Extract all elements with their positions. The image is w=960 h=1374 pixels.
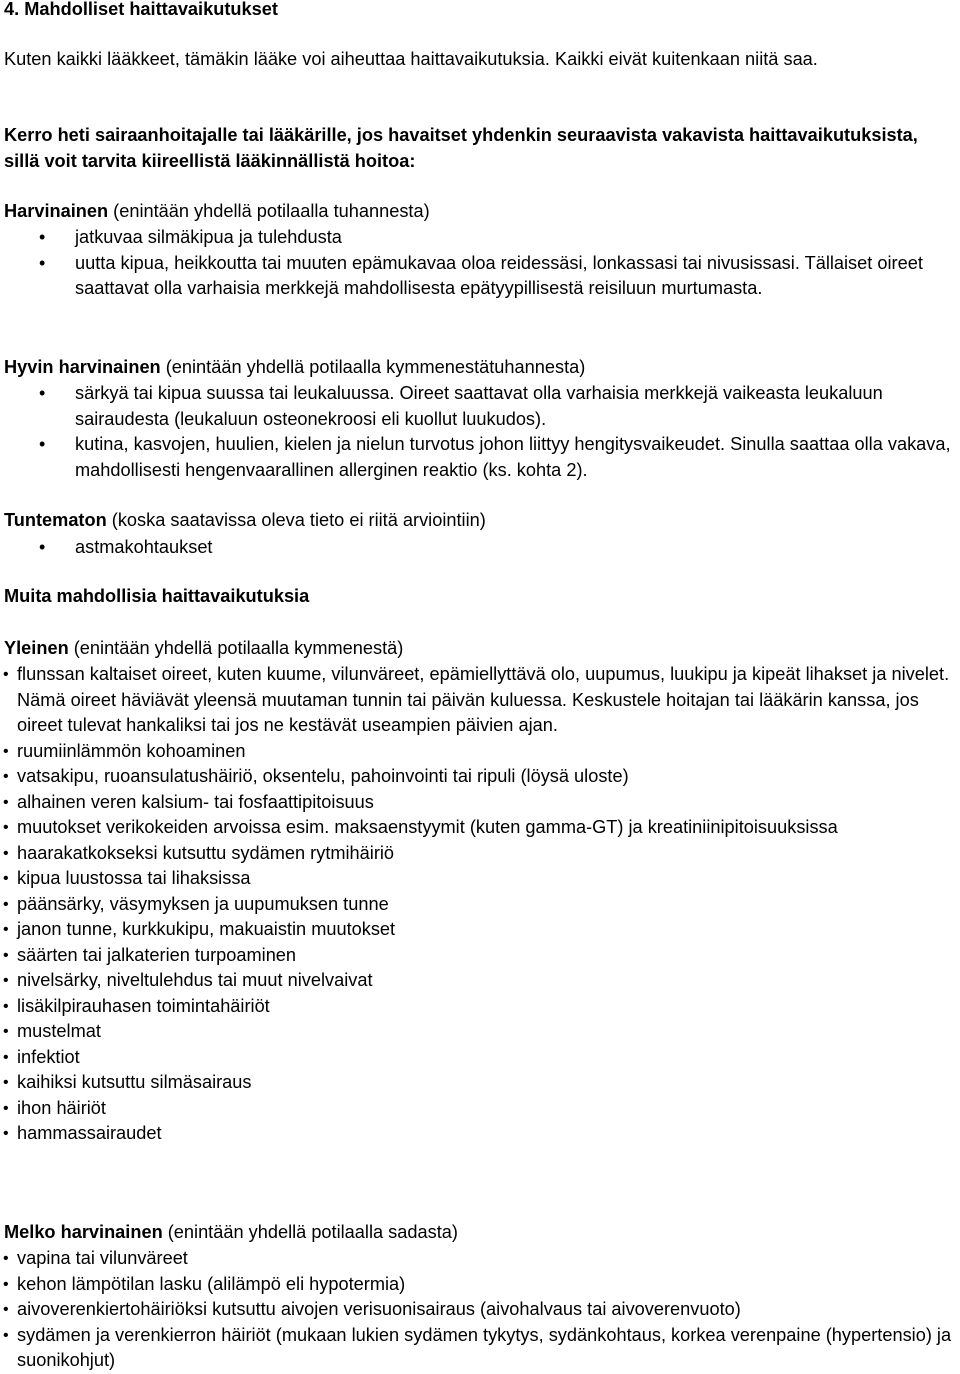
list-item: • mustelmat: [17, 1019, 957, 1045]
other-effects-heading: Muita mahdollisia haittavaikutuksia: [4, 586, 310, 606]
rare-frequency: (enintään yhdellä potilaalla tuhannesta): [108, 201, 430, 221]
list-item: • flunssan kaltaiset oireet, kuten kuume, vilunväreet, epämiellyttävä olo, uupumus, luukipu ja kipeät lihakset ja nivelet. Nämä oireet häviävät yleensä muutaman tunnin tai päivän kuluessa. Keskustele hoitajan tai lääkärin kanssa, jos oireet tulevat hankaliksi tai jos ne kestävät useampien päivien ajan.: [17, 662, 957, 739]
list-item: • astmakohtaukset: [75, 535, 955, 561]
list-item: • alhainen veren kalsium- tai fosfaattipitoisuus: [17, 790, 957, 816]
list-item: • infektiot: [17, 1045, 957, 1071]
very-rare-list: [75, 381, 955, 483]
list-item: • särkyä tai kipua suussa tai leukaluussa. Oireet saattavat olla varhaisia merkkejä vaikeasta leukaluun sairaudesta (leukaluun osteonekroosi eli kuollut luukudos).: [75, 381, 955, 432]
uncommon-label: Melko harvinainen: [4, 1222, 163, 1242]
rare-frequency-heading: [4, 199, 956, 225]
list-item: • jatkuvaa silmäkipua ja tulehdusta: [75, 225, 955, 251]
uncommon-frequency-heading: [4, 1220, 956, 1246]
list-item: • kutina, kasvojen, huulien, kielen ja nielun turvotus johon liittyy hengitysvaikeudet. Sinulla saattaa olla vakava, mahdollisesti hengenvaarallinen allerginen reaktio (ks. kohta 2).: [75, 432, 955, 483]
unknown-list: [75, 535, 955, 561]
urgent-warning: Kerro heti sairaanhoitajalle tai lääkärille, jos havaitset yhdenkin seuraavista vakavista haittavaikutuksista, sillä voit tarvita kiireellistä lääkinnällistä hoitoa:: [4, 125, 918, 171]
list-item: • aivoverenkiertohäiriöksi kutsuttu aivojen verisuonisairaus (aivohalvaus tai aivoverenvuoto): [17, 1297, 957, 1323]
unknown-frequency-heading: [4, 508, 956, 534]
list-item: • lisäkilpirauhasen toimintahäiriöt: [17, 994, 957, 1020]
section-title: 4. Mahdolliset haittavaikutukset: [4, 0, 278, 19]
uncommon-list: [17, 1246, 957, 1374]
uncommon-frequency: (enintään yhdellä potilaalla sadasta): [162, 1222, 458, 1242]
list-item: • kipua luustossa tai lihaksissa: [17, 866, 957, 892]
very-rare-frequency: (enintään yhdellä potilaalla kymmenestätuhannesta): [160, 357, 586, 377]
very-rare-label: Hyvin harvinainen: [4, 357, 161, 377]
list-item: • vapina tai vilunväreet: [17, 1246, 957, 1272]
list-item: • uutta kipua, heikkoutta tai muuten epämukavaa oloa reidessäsi, lonkassasi tai nivusissasi. Tällaiset oireet saattavat olla varhaisia merkkejä mahdollisesta epätyypillisestä reisiluun murtumasta.: [75, 251, 955, 302]
list-item: • muutokset verikokeiden arvoissa esim. maksaenstyymit (kuten gamma-GT) ja kreatiniinipitoisuuksissa: [17, 815, 957, 841]
rare-label: Harvinainen: [4, 201, 109, 221]
intro-paragraph: Kuten kaikki lääkkeet, tämäkin lääke voi aiheuttaa haittavaikutuksia. Kaikki eivät kuitenkaan niitä saa.: [4, 49, 818, 69]
list-item: • säärten tai jalkaterien turpoaminen: [17, 943, 957, 969]
list-item: • ruumiinlämmön kohoaminen: [17, 739, 957, 765]
common-frequency-heading: [4, 636, 956, 662]
common-frequency: (enintään yhdellä potilaalla kymmenestä): [68, 638, 404, 658]
unknown-label: Tuntematon: [4, 510, 107, 530]
list-item: • ihon häiriöt: [17, 1096, 957, 1122]
unknown-frequency: (koska saatavissa oleva tieto ei riitä arviointiin): [106, 510, 486, 530]
list-item: • päänsärky, väsymyksen ja uupumuksen tunne: [17, 892, 957, 918]
list-item: • janon tunne, kurkkukipu, makuaistin muutokset: [17, 917, 957, 943]
very-rare-frequency-heading: [4, 355, 956, 381]
list-item: • haarakatkokseksi kutsuttu sydämen rytmihäiriö: [17, 841, 957, 867]
list-item: • kaihiksi kutsuttu silmäsairaus: [17, 1070, 957, 1096]
list-item: • sydämen ja verenkierron häiriöt (mukaan lukien sydämen tykytys, sydänkohtaus, korkea verenpaine (hypertensio) ja suonikohjut): [17, 1323, 957, 1374]
list-item: • hammassairaudet: [17, 1121, 957, 1147]
list-item: • nivelsärky, niveltulehdus tai muut nivelvaivat: [17, 968, 957, 994]
list-item: • vatsakipu, ruoansulatushäiriö, oksentelu, pahoinvointi tai ripuli (löysä uloste): [17, 764, 957, 790]
rare-list: [75, 225, 955, 302]
common-label: Yleinen: [4, 638, 69, 658]
common-list: [17, 662, 957, 1147]
list-item: • kehon lämpötilan lasku (alilämpö eli hypotermia): [17, 1272, 957, 1298]
